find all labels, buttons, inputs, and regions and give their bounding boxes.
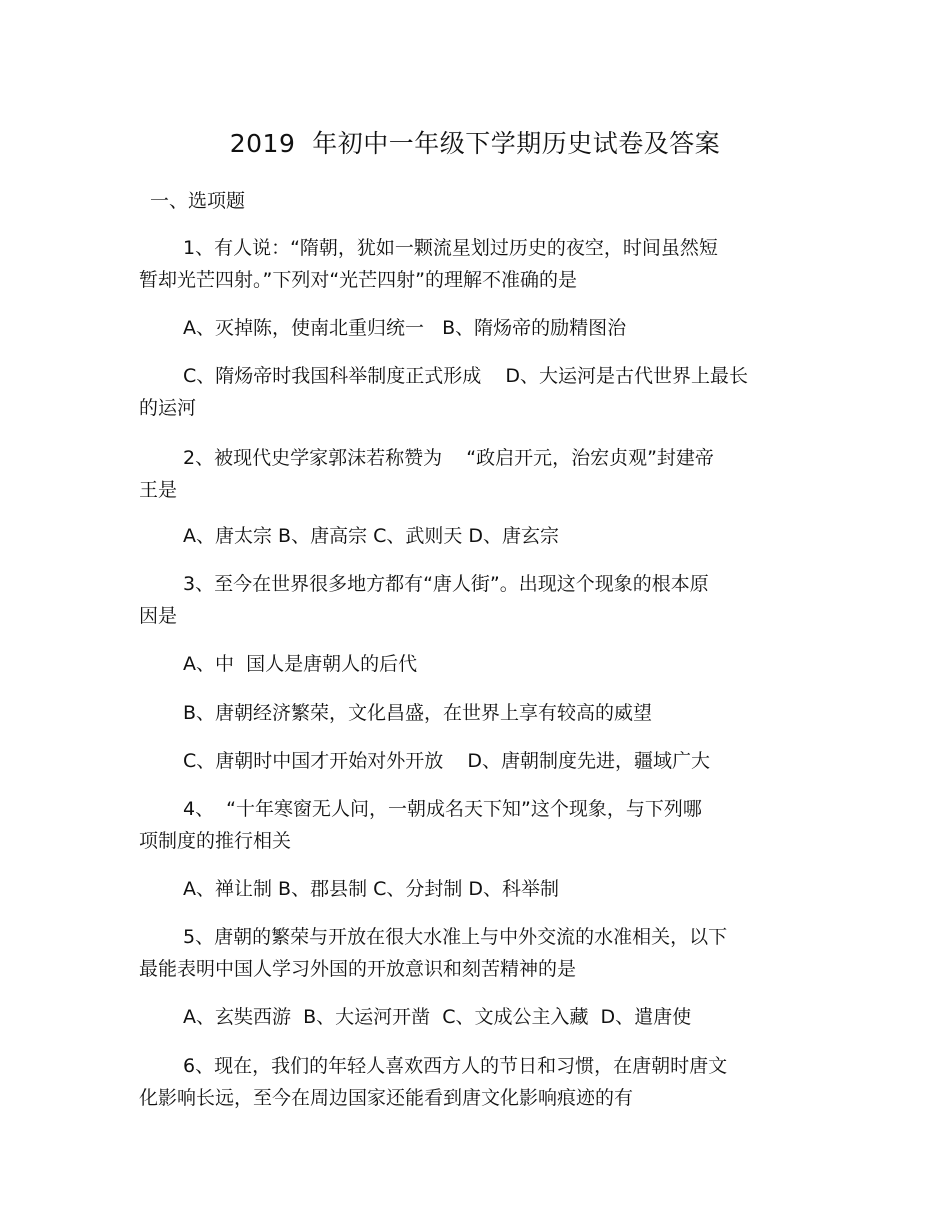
question-6 — [139, 1050, 799, 1114]
question-5-line-1: 5、唐朝的繁荣与开放在很大水准上与中外交流的水准相关，以下 — [183, 926, 728, 948]
question-1-line-1: 1、有人说：“隋朝，犹如一颗流星划过历史的夜空，时间虽然短 — [183, 237, 718, 259]
question-3 — [139, 568, 799, 632]
question-2-options — [139, 520, 799, 552]
option-line: A、中 国人是唐朝人的后代 — [183, 653, 418, 675]
question-1 — [139, 232, 799, 296]
option-line: C、唐朝时中国才开始对外开放 D、唐朝制度先进，疆域广大 — [183, 750, 711, 772]
question-4-line-1: 4、 “十年寒窗无人问，一朝成名天下知”这个现象，与下列哪 — [183, 798, 702, 820]
option-line: A、玄奘西游 B、大运河开凿 C、文成公主入藏 D、遣唐使 — [183, 1006, 692, 1028]
option-line: A、唐太宗 B、唐高宗 C、武则天 D、唐玄宗 — [183, 525, 560, 547]
page-title: 2019 年初中一年级下学期历史试卷及答案 — [229, 129, 721, 158]
question-4 — [139, 793, 799, 857]
question-3-options-cd — [139, 745, 799, 777]
option-line: B、唐朝经济繁荣，文化昌盛，在世界上享有较高的威望 — [183, 702, 653, 724]
question-3-line-2: 因是 — [139, 605, 178, 627]
question-3-option-b — [139, 697, 799, 729]
question-2 — [139, 442, 799, 506]
option-line: C、隋炀帝时我国科举制度正式形成 D、大运河是古代世界上最长 — [183, 365, 749, 387]
question-5 — [139, 921, 799, 985]
question-3-option-a — [139, 648, 799, 680]
question-2-line-2: 王是 — [139, 479, 178, 501]
question-6-line-2: 化影响长远，至今在周边国家还能看到唐文化影响痕迹的有 — [139, 1087, 634, 1109]
option-line: A、灭掉陈，使南北重归统一 B、隋炀帝的励精图治 — [183, 317, 627, 339]
question-1-options-cd — [139, 360, 799, 424]
option-line: A、禅让制 B、郡县制 C、分封制 D、科举制 — [183, 878, 560, 900]
question-4-line-2: 项制度的推行相关 — [139, 830, 292, 852]
section-heading: 一、选项题 — [150, 190, 246, 212]
option-line-continued: 的运河 — [139, 397, 197, 419]
question-4-options — [139, 873, 799, 905]
question-1-line-2: 暂却光芒四射。”下列对“光芒四射”的理解不准确的是 — [139, 269, 578, 291]
question-1-options-ab — [139, 312, 799, 344]
question-6-line-1: 6、现在，我们的年轻人喜欢西方人的节日和习惯，在唐朝时唐文 — [183, 1055, 728, 1077]
question-5-line-2: 最能表明中国人学习外国的开放意识和刻苦精神的是 — [139, 958, 577, 980]
question-2-line-1: 2、被现代史学家郭沫若称赞为 “政启开元，治宏贞观”封建帝 — [183, 447, 714, 469]
question-3-line-1: 3、至今在世界很多地方都有“唐人街”。出现这个现象的根本原 — [183, 573, 709, 595]
question-5-options — [139, 1001, 799, 1033]
